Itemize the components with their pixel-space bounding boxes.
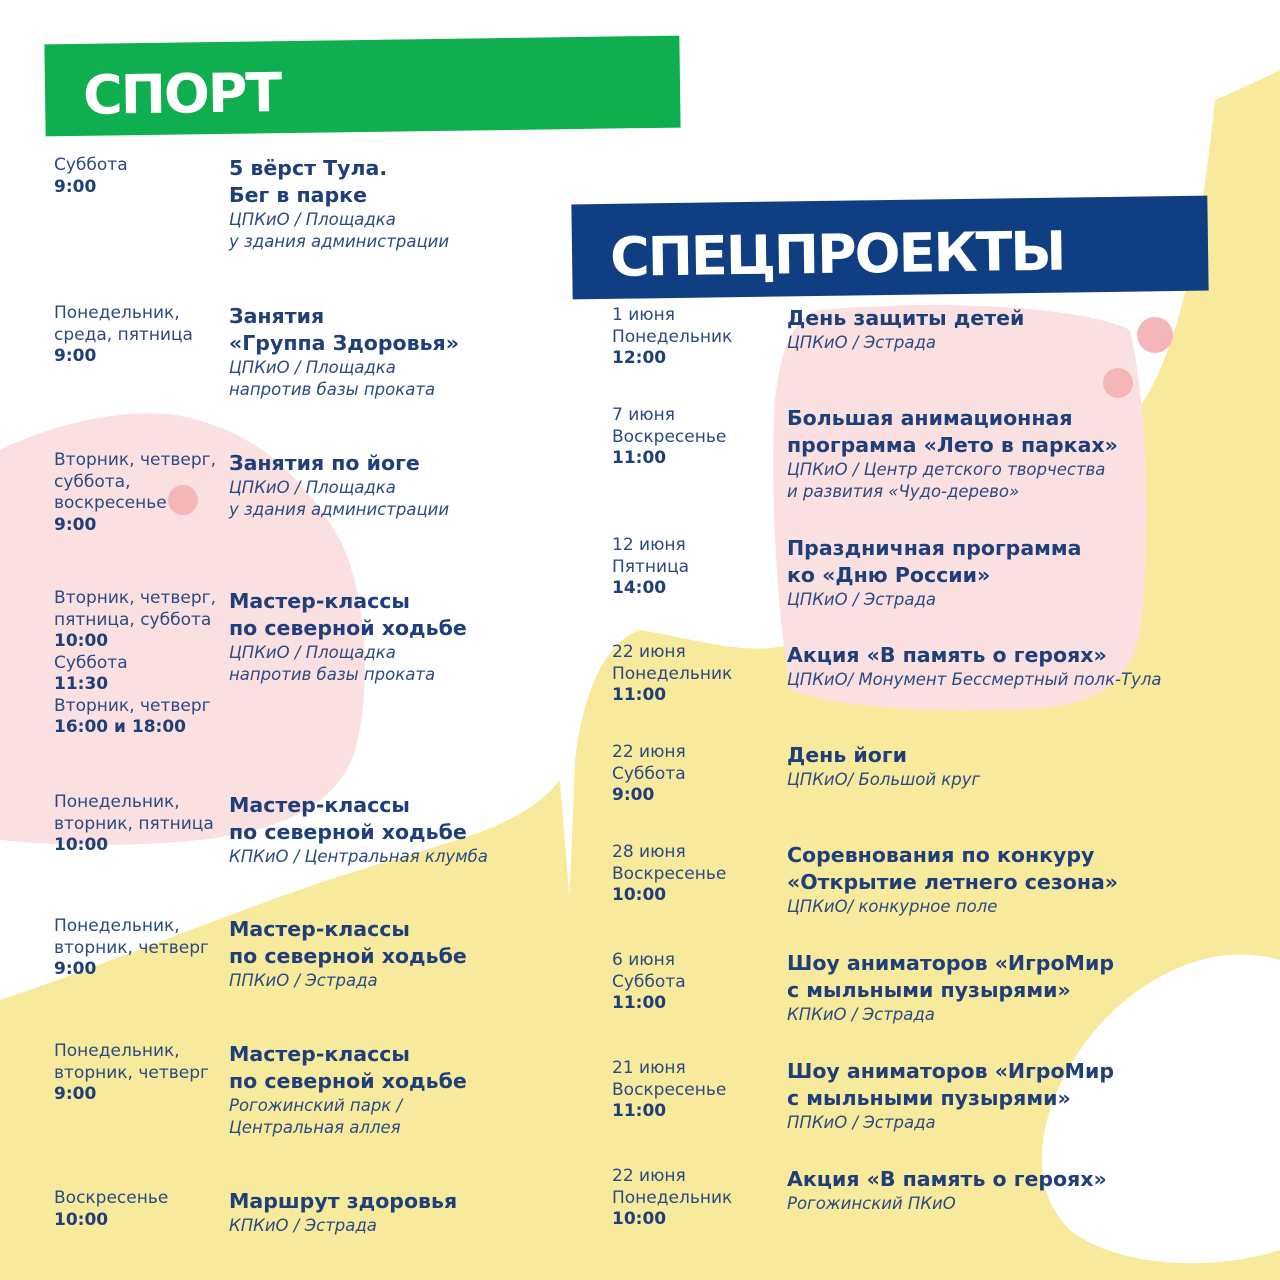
- event-title: Бег в парке: [229, 183, 367, 207]
- event-title: Акция «В память о героях»: [787, 1167, 1107, 1191]
- event-schedule: [612, 742, 686, 807]
- event-time: 9:00: [54, 176, 97, 197]
- event-days: Понедельник,: [54, 916, 180, 936]
- event-place: ППКиО / Эстрада: [787, 1113, 936, 1132]
- event-time: 10:00: [54, 835, 109, 855]
- event-days: Суббота: [54, 652, 128, 673]
- event-details: [787, 842, 1118, 918]
- event-title: по северной ходьбе: [229, 1069, 467, 1093]
- event-schedule: [54, 1041, 209, 1106]
- event-weekday: Воскресенье: [612, 863, 727, 884]
- sport-title: СПОРТ: [82, 61, 281, 127]
- event-date: 28 июня: [612, 842, 686, 862]
- event-place: ЦПКиО / Центр детского творчества: [787, 460, 1106, 479]
- event-title: Мастер-классы: [229, 1042, 410, 1066]
- event-title: Маршрут здоровья: [229, 1189, 458, 1213]
- event-details: [787, 1058, 1114, 1134]
- event-details: [229, 1188, 457, 1237]
- event-days: Понедельник,: [54, 303, 180, 323]
- event-details: [229, 916, 467, 992]
- event-days: Вторник, четверг,: [54, 450, 217, 470]
- event-title: Мастер-классы: [229, 917, 410, 941]
- event-schedule: [54, 450, 216, 536]
- event-title: Занятия по йоге: [229, 451, 420, 475]
- event-title: 5 вёрст Тула.: [229, 156, 388, 180]
- event-time: 11:00: [612, 685, 667, 705]
- event-schedule: [612, 535, 689, 600]
- pink-dot-1: [1137, 317, 1173, 353]
- event-place: напротив базы проката: [229, 665, 436, 684]
- event-title: Соревнования по конкуру: [787, 843, 1095, 867]
- event-details: [229, 588, 467, 686]
- event-place: ЦПКиО / Площадка: [229, 643, 396, 662]
- event-place: напротив базы проката: [229, 380, 436, 399]
- event-weekday: Суббота: [612, 971, 686, 992]
- event-schedule: [612, 305, 732, 370]
- event-place: у здания администрации: [229, 232, 450, 251]
- event-days: Понедельник,: [54, 1041, 180, 1061]
- event-title: Шоу аниматоров «ИгроМир: [787, 951, 1114, 975]
- event-time: 10:00: [54, 631, 109, 651]
- event-time: 11:00: [612, 1101, 667, 1121]
- event-details: [787, 742, 980, 791]
- event-place: КПКиО / Эстрада: [229, 1216, 377, 1235]
- event-details: [787, 405, 1118, 503]
- event-details: [229, 450, 449, 521]
- event-time: 9:00: [54, 514, 97, 535]
- event-days: среда, пятница: [54, 324, 193, 345]
- event-place: ЦПКиО / Площадка: [229, 210, 396, 229]
- event-days: вторник, четверг: [54, 937, 209, 958]
- event-schedule: [54, 916, 209, 981]
- event-days: суббота,: [54, 471, 131, 492]
- event-place: ЦПКиО / Площадка: [229, 478, 396, 497]
- event-title: «Группа Здоровья»: [229, 331, 459, 355]
- event-place: ЦПКиО/ конкурное поле: [787, 897, 998, 916]
- event-title: программа «Лето в парках»: [787, 433, 1118, 457]
- event-place: Рогожинский парк /: [229, 1096, 403, 1115]
- event-title: с мыльными пузырями»: [787, 1086, 1071, 1110]
- event-days: Суббота: [54, 155, 128, 175]
- event-schedule: [612, 1166, 732, 1231]
- event-schedule: [54, 303, 193, 368]
- event-title: День йоги: [787, 743, 907, 767]
- event-time: 9:00: [612, 785, 655, 805]
- event-date: 22 июня: [612, 642, 686, 662]
- event-time: 10:00: [54, 1209, 109, 1230]
- event-days: воскресенье: [54, 493, 167, 513]
- event-date: 7 июня: [612, 405, 675, 425]
- event-place: Рогожинский ПКиО: [787, 1194, 956, 1213]
- event-days: пятница, суббота: [54, 609, 212, 630]
- event-schedule: [612, 842, 726, 907]
- event-time: 11:00: [612, 993, 667, 1013]
- event-time: 14:00: [612, 578, 667, 598]
- event-time: 9:00: [54, 346, 97, 366]
- event-date: 22 июня: [612, 742, 686, 762]
- special-projects-title: СПЕЦПРОЕКТЫ: [609, 219, 1065, 289]
- event-time: 10:00: [612, 1209, 667, 1229]
- event-time: 12:00: [612, 348, 667, 368]
- event-title: Мастер-классы: [229, 793, 410, 817]
- event-weekday: Понедельник: [612, 1187, 733, 1208]
- event-title: по северной ходьбе: [229, 820, 467, 844]
- event-place: ЦПКиО/ Монумент Бессмертный полк-Тула: [787, 670, 1162, 689]
- event-schedule: [612, 950, 686, 1015]
- event-details: [229, 303, 459, 401]
- event-details: [787, 642, 1162, 691]
- event-days: вторник, пятница: [54, 813, 214, 834]
- event-weekday: Воскресенье: [612, 426, 727, 447]
- event-title: День защиты детей: [787, 306, 1025, 330]
- event-title: Большая анимационная: [787, 406, 1073, 430]
- event-place: КПКиО / Эстрада: [787, 1005, 935, 1024]
- event-details: [787, 305, 1024, 354]
- event-days: вторник, четверг: [54, 1062, 209, 1083]
- event-title: с мыльными пузырями»: [787, 978, 1071, 1002]
- event-title: «Открытие летнего сезона»: [787, 870, 1119, 894]
- event-time: 9:00: [54, 1084, 97, 1104]
- event-date: 12 июня: [612, 535, 686, 555]
- event-details: [787, 535, 1082, 611]
- event-days: Вторник, четверг,: [54, 588, 217, 608]
- event-place: и развития «Чудо-дерево»: [787, 482, 1020, 501]
- event-date: 22 июня: [612, 1166, 686, 1186]
- event-title: ко «Дню России»: [787, 563, 991, 587]
- event-title: Мастер-классы: [229, 589, 410, 613]
- event-details: [787, 1166, 1107, 1215]
- pink-dot-2: [1103, 368, 1133, 398]
- event-time: 16:00 и 18:00: [54, 717, 186, 737]
- event-days: Понедельник,: [54, 792, 180, 812]
- event-time: 10:00: [612, 885, 667, 905]
- special-projects-banner: [571, 196, 1208, 300]
- event-schedule: [612, 1058, 726, 1123]
- event-schedule: [54, 792, 214, 857]
- event-schedule: [54, 1188, 168, 1231]
- event-details: [229, 792, 488, 868]
- event-title: по северной ходьбе: [229, 616, 467, 640]
- event-place: ЦПКиО / Площадка: [229, 358, 396, 377]
- event-weekday: Суббота: [612, 763, 686, 784]
- event-date: 21 июня: [612, 1058, 686, 1078]
- event-schedule: [54, 588, 216, 739]
- event-title: Занятия: [229, 304, 325, 328]
- event-weekday: Пятница: [612, 556, 690, 577]
- event-date: 1 июня: [612, 305, 675, 325]
- event-title: по северной ходьбе: [229, 944, 467, 968]
- event-place: ЦПКиО/ Большой круг: [787, 770, 981, 789]
- event-details: [229, 1041, 467, 1139]
- event-schedule: [612, 642, 732, 707]
- event-place: ЦПКиО / Эстрада: [787, 590, 936, 609]
- event-time: 11:00: [612, 448, 667, 468]
- event-days: Воскресенье: [54, 1188, 169, 1208]
- event-title: Праздничная программа: [787, 536, 1082, 560]
- event-time: 11:30: [54, 674, 109, 694]
- event-title: Акция «В память о героях»: [787, 643, 1107, 667]
- event-place: у здания администрации: [229, 500, 450, 519]
- event-place: ЦПКиО / Эстрада: [787, 333, 936, 352]
- event-details: [229, 155, 449, 253]
- event-place: Центральная аллея: [229, 1118, 401, 1137]
- event-place: КПКиО / Центральная клумба: [229, 847, 488, 866]
- event-title: Шоу аниматоров «ИгроМир: [787, 1059, 1114, 1083]
- event-date: 6 июня: [612, 950, 675, 970]
- sport-banner: [44, 36, 680, 137]
- event-place: ППКиО / Эстрада: [229, 971, 378, 990]
- event-details: [787, 950, 1114, 1026]
- event-weekday: Воскресенье: [612, 1079, 727, 1100]
- event-weekday: Понедельник: [612, 326, 733, 347]
- event-time: 9:00: [54, 959, 97, 979]
- event-weekday: Понедельник: [612, 663, 733, 684]
- event-days: Вторник, четверг: [54, 695, 211, 716]
- event-schedule: [54, 155, 128, 198]
- event-schedule: [612, 405, 726, 470]
